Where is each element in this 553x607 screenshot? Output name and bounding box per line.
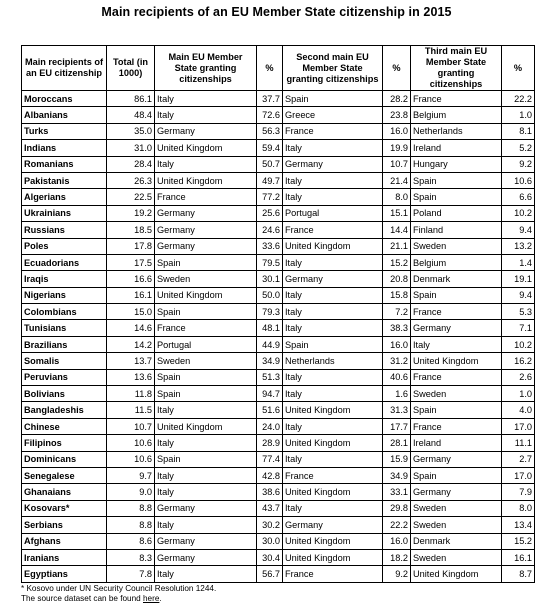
total-cell: 16.1	[107, 287, 155, 303]
total-cell: 16.6	[107, 271, 155, 287]
recipient-cell: Serbians	[22, 517, 107, 533]
main-state-cell: United Kingdom	[155, 418, 257, 434]
second-state-cell: Italy	[283, 418, 383, 434]
table-row	[22, 287, 535, 303]
header-total: Total (in 1000)	[107, 46, 155, 91]
pct-3-cell: 2.6	[502, 369, 535, 385]
third-state-cell: United Kingdom	[411, 566, 502, 582]
third-state-cell: Spain	[411, 402, 502, 418]
third-state-cell: Sweden	[411, 517, 502, 533]
pct-1-cell: 49.7	[257, 172, 283, 188]
table-row	[22, 189, 535, 205]
main-state-cell: Italy	[155, 484, 257, 500]
recipient-cell: Filipinos	[22, 435, 107, 451]
third-state-cell: Sweden	[411, 238, 502, 254]
second-state-cell: Germany	[283, 517, 383, 533]
pct-3-cell: 15.2	[502, 533, 535, 549]
pct-2-cell: 19.9	[383, 140, 411, 156]
header-pct-2: %	[383, 46, 411, 91]
recipient-cell: Turks	[22, 123, 107, 139]
pct-3-cell: 2.7	[502, 451, 535, 467]
main-state-cell: Spain	[155, 304, 257, 320]
pct-2-cell: 28.1	[383, 435, 411, 451]
pct-2-cell: 14.4	[383, 222, 411, 238]
pct-1-cell: 30.1	[257, 271, 283, 287]
second-state-cell: United Kingdom	[283, 238, 383, 254]
pct-3-cell: 9.4	[502, 222, 535, 238]
table-row	[22, 156, 535, 172]
main-state-cell: Germany	[155, 205, 257, 221]
recipient-cell: Algerians	[22, 189, 107, 205]
second-state-cell: France	[283, 222, 383, 238]
pct-2-cell: 18.2	[383, 549, 411, 565]
third-state-cell: United Kingdom	[411, 353, 502, 369]
pct-1-cell: 30.0	[257, 533, 283, 549]
second-state-cell: France	[283, 467, 383, 483]
header-second-state: Second main EU Member State granting citizenships	[283, 46, 383, 91]
second-state-cell: Italy	[283, 287, 383, 303]
table-row	[22, 418, 535, 434]
third-state-cell: France	[411, 304, 502, 320]
pct-3-cell: 17.0	[502, 418, 535, 434]
table-row	[22, 402, 535, 418]
table-body	[22, 91, 535, 583]
second-state-cell: Italy	[283, 189, 383, 205]
third-state-cell: Sweden	[411, 386, 502, 402]
pct-3-cell: 11.1	[502, 435, 535, 451]
table-row	[22, 353, 535, 369]
pct-3-cell: 8.1	[502, 123, 535, 139]
footnotes	[21, 584, 216, 604]
main-state-cell: Germany	[155, 123, 257, 139]
second-state-cell: United Kingdom	[283, 402, 383, 418]
pct-3-cell: 9.4	[502, 287, 535, 303]
pct-2-cell: 9.2	[383, 566, 411, 582]
total-cell: 22.5	[107, 189, 155, 205]
table-row	[22, 467, 535, 483]
pct-2-cell: 10.7	[383, 156, 411, 172]
second-state-cell: France	[283, 566, 383, 582]
pct-1-cell: 79.3	[257, 304, 283, 320]
header-third-state: Third main EU Member State granting citizenships	[411, 46, 502, 91]
pct-2-cell: 16.0	[383, 336, 411, 352]
recipient-cell: Senegalese	[22, 467, 107, 483]
pct-3-cell: 7.1	[502, 320, 535, 336]
pct-2-cell: 31.3	[383, 402, 411, 418]
third-state-cell: Sweden	[411, 500, 502, 516]
total-cell: 18.5	[107, 222, 155, 238]
pct-2-cell: 16.0	[383, 533, 411, 549]
pct-2-cell: 21.1	[383, 238, 411, 254]
total-cell: 31.0	[107, 140, 155, 156]
pct-2-cell: 15.1	[383, 205, 411, 221]
pct-1-cell: 42.8	[257, 467, 283, 483]
recipient-cell: Bangladeshis	[22, 402, 107, 418]
main-state-cell: Germany	[155, 549, 257, 565]
recipient-cell: Colombians	[22, 304, 107, 320]
table-row	[22, 336, 535, 352]
pct-3-cell: 8.0	[502, 500, 535, 516]
recipient-cell: Chinese	[22, 418, 107, 434]
second-state-cell: Spain	[283, 91, 383, 107]
pct-2-cell: 8.0	[383, 189, 411, 205]
total-cell: 26.3	[107, 172, 155, 188]
main-state-cell: Spain	[155, 369, 257, 385]
second-state-cell: Italy	[283, 140, 383, 156]
pct-1-cell: 44.9	[257, 336, 283, 352]
pct-2-cell: 38.3	[383, 320, 411, 336]
main-state-cell: Italy	[155, 566, 257, 582]
pct-1-cell: 56.3	[257, 123, 283, 139]
pct-3-cell: 10.6	[502, 172, 535, 188]
pct-2-cell: 1.6	[383, 386, 411, 402]
header-pct-1: %	[257, 46, 283, 91]
third-state-cell: Belgium	[411, 107, 502, 123]
third-state-cell: Sweden	[411, 549, 502, 565]
citizenship-table	[21, 45, 535, 583]
pct-2-cell: 34.9	[383, 467, 411, 483]
pct-3-cell: 10.2	[502, 205, 535, 221]
total-cell: 10.7	[107, 418, 155, 434]
table-row	[22, 205, 535, 221]
third-state-cell: Italy	[411, 336, 502, 352]
total-cell: 35.0	[107, 123, 155, 139]
pct-1-cell: 28.9	[257, 435, 283, 451]
main-state-cell: Italy	[155, 402, 257, 418]
recipient-cell: Pakistanis	[22, 172, 107, 188]
pct-2-cell: 16.0	[383, 123, 411, 139]
total-cell: 13.6	[107, 369, 155, 385]
main-state-cell: United Kingdom	[155, 172, 257, 188]
recipient-cell: Afghans	[22, 533, 107, 549]
pct-3-cell: 22.2	[502, 91, 535, 107]
pct-1-cell: 33.6	[257, 238, 283, 254]
third-state-cell: Spain	[411, 172, 502, 188]
table-row	[22, 172, 535, 188]
second-state-cell: Italy	[283, 369, 383, 385]
pct-3-cell: 19.1	[502, 271, 535, 287]
pct-1-cell: 34.9	[257, 353, 283, 369]
pct-2-cell: 7.2	[383, 304, 411, 320]
pct-3-cell: 16.1	[502, 549, 535, 565]
pct-3-cell: 1.0	[502, 386, 535, 402]
pct-1-cell: 43.7	[257, 500, 283, 516]
third-state-cell: Denmark	[411, 533, 502, 549]
main-state-cell: Italy	[155, 517, 257, 533]
pct-1-cell: 59.4	[257, 140, 283, 156]
third-state-cell: Netherlands	[411, 123, 502, 139]
main-state-cell: United Kingdom	[155, 140, 257, 156]
total-cell: 17.8	[107, 238, 155, 254]
main-state-cell: Germany	[155, 500, 257, 516]
recipient-cell: Peruvians	[22, 369, 107, 385]
table-row	[22, 435, 535, 451]
main-state-cell: Italy	[155, 156, 257, 172]
pct-2-cell: 17.7	[383, 418, 411, 434]
pct-1-cell: 51.6	[257, 402, 283, 418]
pct-2-cell: 20.8	[383, 271, 411, 287]
total-cell: 14.2	[107, 336, 155, 352]
total-cell: 15.0	[107, 304, 155, 320]
pct-3-cell: 13.2	[502, 238, 535, 254]
recipient-cell: Moroccans	[22, 91, 107, 107]
second-state-cell: Italy	[283, 304, 383, 320]
main-state-cell: Sweden	[155, 271, 257, 287]
third-state-cell: Spain	[411, 467, 502, 483]
total-cell: 17.5	[107, 254, 155, 270]
recipient-cell: Iraqis	[22, 271, 107, 287]
table-row	[22, 254, 535, 270]
second-state-cell: Spain	[283, 336, 383, 352]
pct-1-cell: 37.7	[257, 91, 283, 107]
table-row	[22, 238, 535, 254]
pct-1-cell: 30.4	[257, 549, 283, 565]
second-state-cell: Italy	[283, 386, 383, 402]
total-cell: 9.7	[107, 467, 155, 483]
recipient-cell: Ecuadorians	[22, 254, 107, 270]
main-state-cell: United Kingdom	[155, 287, 257, 303]
pct-1-cell: 30.2	[257, 517, 283, 533]
pct-3-cell: 1.0	[502, 107, 535, 123]
main-state-cell: Germany	[155, 238, 257, 254]
table-row	[22, 566, 535, 582]
third-state-cell: Hungary	[411, 156, 502, 172]
third-state-cell: Spain	[411, 189, 502, 205]
pct-3-cell: 5.3	[502, 304, 535, 320]
pct-3-cell: 5.2	[502, 140, 535, 156]
main-state-cell: Italy	[155, 91, 257, 107]
header-pct-3: %	[502, 46, 535, 91]
pct-1-cell: 56.7	[257, 566, 283, 582]
third-state-cell: Spain	[411, 287, 502, 303]
main-state-cell: Portugal	[155, 336, 257, 352]
total-cell: 10.6	[107, 435, 155, 451]
kosovo-footnote: * Kosovo under UN Security Council Resolution 1244.	[21, 584, 217, 593]
table-row	[22, 123, 535, 139]
header-recipients: Main recipients of an EU citizenship	[22, 46, 107, 91]
table-row	[22, 140, 535, 156]
second-state-cell: Italy	[283, 500, 383, 516]
table-row	[22, 533, 535, 549]
main-state-cell: France	[155, 189, 257, 205]
recipient-cell: Poles	[22, 238, 107, 254]
second-state-cell: Italy	[283, 172, 383, 188]
recipient-cell: Romanians	[22, 156, 107, 172]
main-state-cell: Spain	[155, 254, 257, 270]
source-text: The source dataset can be found	[21, 594, 143, 603]
pct-3-cell: 10.2	[502, 336, 535, 352]
pct-3-cell: 4.0	[502, 402, 535, 418]
recipient-cell: Brazilians	[22, 336, 107, 352]
pct-2-cell: 29.8	[383, 500, 411, 516]
third-state-cell: France	[411, 369, 502, 385]
main-state-cell: Italy	[155, 435, 257, 451]
pct-1-cell: 50.7	[257, 156, 283, 172]
recipient-cell: Albanians	[22, 107, 107, 123]
total-cell: 8.8	[107, 517, 155, 533]
second-state-cell: United Kingdom	[283, 549, 383, 565]
pct-1-cell: 77.2	[257, 189, 283, 205]
table-row	[22, 451, 535, 467]
pct-3-cell: 17.0	[502, 467, 535, 483]
pct-2-cell: 15.8	[383, 287, 411, 303]
pct-1-cell: 24.0	[257, 418, 283, 434]
table-row	[22, 304, 535, 320]
pct-2-cell: 15.9	[383, 451, 411, 467]
recipient-cell: Iranians	[22, 549, 107, 565]
third-state-cell: Denmark	[411, 271, 502, 287]
pct-1-cell: 79.5	[257, 254, 283, 270]
pct-2-cell: 31.2	[383, 353, 411, 369]
third-state-cell: Germany	[411, 320, 502, 336]
pct-2-cell: 21.4	[383, 172, 411, 188]
main-state-cell: Italy	[155, 107, 257, 123]
second-state-cell: Italy	[283, 254, 383, 270]
recipient-cell: Somalis	[22, 353, 107, 369]
pct-3-cell: 13.4	[502, 517, 535, 533]
second-state-cell: France	[283, 123, 383, 139]
total-cell: 19.2	[107, 205, 155, 221]
third-state-cell: Finland	[411, 222, 502, 238]
pct-1-cell: 24.6	[257, 222, 283, 238]
total-cell: 28.4	[107, 156, 155, 172]
main-state-cell: Spain	[155, 451, 257, 467]
total-cell: 14.6	[107, 320, 155, 336]
third-state-cell: Germany	[411, 451, 502, 467]
table-row	[22, 222, 535, 238]
second-state-cell: Greece	[283, 107, 383, 123]
total-cell: 8.6	[107, 533, 155, 549]
pct-1-cell: 25.6	[257, 205, 283, 221]
total-cell: 8.3	[107, 549, 155, 565]
recipient-cell: Egyptians	[22, 566, 107, 582]
pct-1-cell: 48.1	[257, 320, 283, 336]
second-state-cell: Italy	[283, 451, 383, 467]
pct-2-cell: 15.2	[383, 254, 411, 270]
second-state-cell: United Kingdom	[283, 533, 383, 549]
table-row	[22, 271, 535, 287]
pct-3-cell: 1.4	[502, 254, 535, 270]
recipient-cell: Ghanaians	[22, 484, 107, 500]
main-state-cell: Germany	[155, 222, 257, 238]
pct-1-cell: 77.4	[257, 451, 283, 467]
total-cell: 8.8	[107, 500, 155, 516]
total-cell: 9.0	[107, 484, 155, 500]
second-state-cell: Portugal	[283, 205, 383, 221]
second-state-cell: Italy	[283, 320, 383, 336]
total-cell: 48.4	[107, 107, 155, 123]
table-row	[22, 386, 535, 402]
pct-1-cell: 50.0	[257, 287, 283, 303]
second-state-cell: Germany	[283, 156, 383, 172]
second-state-cell: Germany	[283, 271, 383, 287]
main-state-cell: Germany	[155, 533, 257, 549]
table-row	[22, 500, 535, 516]
total-cell: 11.5	[107, 402, 155, 418]
third-state-cell: France	[411, 418, 502, 434]
table-row	[22, 91, 535, 107]
table-row	[22, 107, 535, 123]
third-state-cell: Belgium	[411, 254, 502, 270]
header-main-state: Main EU Member State granting citizenships	[155, 46, 257, 91]
pct-2-cell: 23.8	[383, 107, 411, 123]
second-state-cell: United Kingdom	[283, 484, 383, 500]
third-state-cell: Poland	[411, 205, 502, 221]
pct-1-cell: 72.6	[257, 107, 283, 123]
main-state-cell: Spain	[155, 386, 257, 402]
source-link[interactable]: here	[143, 594, 160, 603]
main-state-cell: Sweden	[155, 353, 257, 369]
pct-2-cell: 40.6	[383, 369, 411, 385]
pct-3-cell: 6.6	[502, 189, 535, 205]
source-end: .	[159, 594, 162, 603]
recipient-cell: Tunisians	[22, 320, 107, 336]
recipient-cell: Bolivians	[22, 386, 107, 402]
pct-2-cell: 33.1	[383, 484, 411, 500]
recipient-cell: Indians	[22, 140, 107, 156]
table-row	[22, 549, 535, 565]
main-state-cell: France	[155, 320, 257, 336]
table-row	[22, 517, 535, 533]
third-state-cell: France	[411, 91, 502, 107]
recipient-cell: Ukrainians	[22, 205, 107, 221]
pct-1-cell: 38.6	[257, 484, 283, 500]
third-state-cell: Germany	[411, 484, 502, 500]
total-cell: 13.7	[107, 353, 155, 369]
total-cell: 10.6	[107, 451, 155, 467]
third-state-cell: Ireland	[411, 435, 502, 451]
table-title: Main recipients of an EU Member State citizenship in 2015	[101, 5, 452, 19]
second-state-cell: Netherlands	[283, 353, 383, 369]
pct-3-cell: 9.2	[502, 156, 535, 172]
third-state-cell: Ireland	[411, 140, 502, 156]
pct-2-cell: 22.2	[383, 517, 411, 533]
recipient-cell: Kosovars*	[22, 500, 107, 516]
pct-1-cell: 51.3	[257, 369, 283, 385]
pct-3-cell: 16.2	[502, 353, 535, 369]
recipient-cell: Russians	[22, 222, 107, 238]
total-cell: 86.1	[107, 91, 155, 107]
pct-3-cell: 8.7	[502, 566, 535, 582]
table-row	[22, 320, 535, 336]
main-state-cell: Italy	[155, 467, 257, 483]
second-state-cell: United Kingdom	[283, 435, 383, 451]
pct-3-cell: 7.9	[502, 484, 535, 500]
table-row	[22, 484, 535, 500]
table-row	[22, 369, 535, 385]
pct-2-cell: 28.2	[383, 91, 411, 107]
total-cell: 11.8	[107, 386, 155, 402]
pct-1-cell: 94.7	[257, 386, 283, 402]
total-cell: 7.8	[107, 566, 155, 582]
table-header-row	[22, 46, 535, 91]
source-note	[21, 594, 216, 604]
recipient-cell: Dominicans	[22, 451, 107, 467]
recipient-cell: Nigerians	[22, 287, 107, 303]
